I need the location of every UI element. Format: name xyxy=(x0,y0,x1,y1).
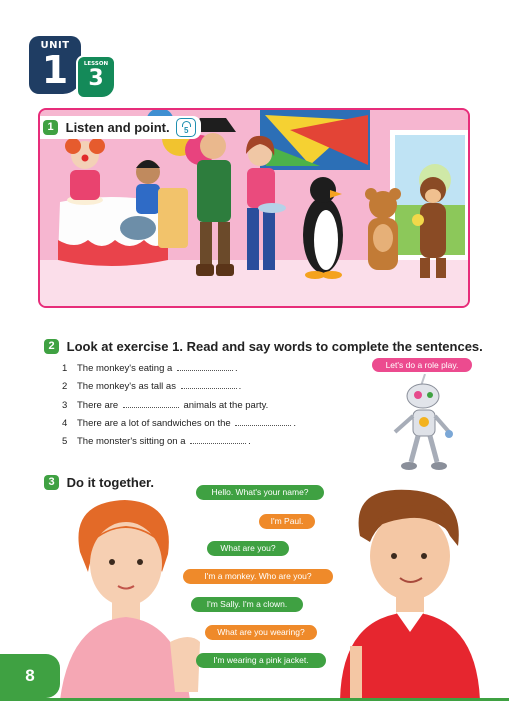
exercise-1-number: 1 xyxy=(43,120,58,135)
exercise-3-title: Do it together. xyxy=(66,475,155,491)
unit-number: 1 xyxy=(41,48,69,92)
bottom-rule xyxy=(0,698,509,701)
answer-blank[interactable] xyxy=(123,399,179,408)
exercise-2-title: Look at exercise 1. Read and say words to complete the sentences. xyxy=(66,339,483,355)
speech-bubble-3: What are you? xyxy=(207,541,289,556)
roleplay-bubble: Let's do a role play. xyxy=(372,358,472,372)
sentence-5: 5 The monster's sitting on a . xyxy=(62,436,251,448)
page-number: 8 xyxy=(0,654,60,698)
unit-badge xyxy=(29,36,81,94)
boy-illustration xyxy=(330,486,480,700)
lesson-badge xyxy=(76,55,116,99)
sentence-3: 3 There are animals at the party. xyxy=(62,399,269,411)
speech-bubble-4: I'm a monkey. Who are you? xyxy=(183,569,333,584)
unit-label: UNIT xyxy=(40,40,70,51)
speech-bubble-6: What are you wearing? xyxy=(205,625,317,640)
girl-illustration xyxy=(50,492,200,700)
lesson-label: LESSON xyxy=(83,61,109,67)
audio-track-number: 5 xyxy=(184,126,189,135)
sentence-4: 4 There are a lot of sandwiches on the . xyxy=(62,417,296,429)
exercise-1-title: Listen and point. xyxy=(65,120,170,135)
exercise-3-heading xyxy=(44,474,154,490)
speech-bubble-5: I'm Sally. I'm a clown. xyxy=(191,597,303,612)
audio-track-icon[interactable] xyxy=(176,118,196,137)
speech-bubble-2: I'm Paul. xyxy=(259,514,315,529)
speech-bubble-7: I'm wearing a pink jacket. xyxy=(196,653,326,668)
exercise-1-heading xyxy=(40,116,201,139)
exercise-3-number: 3 xyxy=(44,475,59,490)
answer-blank[interactable] xyxy=(181,380,237,389)
exercise-2-heading xyxy=(44,338,483,354)
robot-mascot-illustration xyxy=(385,374,465,474)
answer-blank[interactable] xyxy=(190,435,246,444)
party-scene-drawing xyxy=(40,110,468,306)
answer-blank[interactable] xyxy=(177,362,233,371)
sentence-list xyxy=(62,360,362,451)
exercise-2-number: 2 xyxy=(44,339,59,354)
sentence-2: 2 The monkey's as tall as . xyxy=(62,381,242,393)
sentence-1: 1 The monkey's eating a . xyxy=(62,363,238,374)
answer-blank[interactable] xyxy=(235,417,291,426)
lesson-number: 3 xyxy=(88,66,104,91)
speech-bubble-1: Hello. What's your name? xyxy=(196,485,324,500)
